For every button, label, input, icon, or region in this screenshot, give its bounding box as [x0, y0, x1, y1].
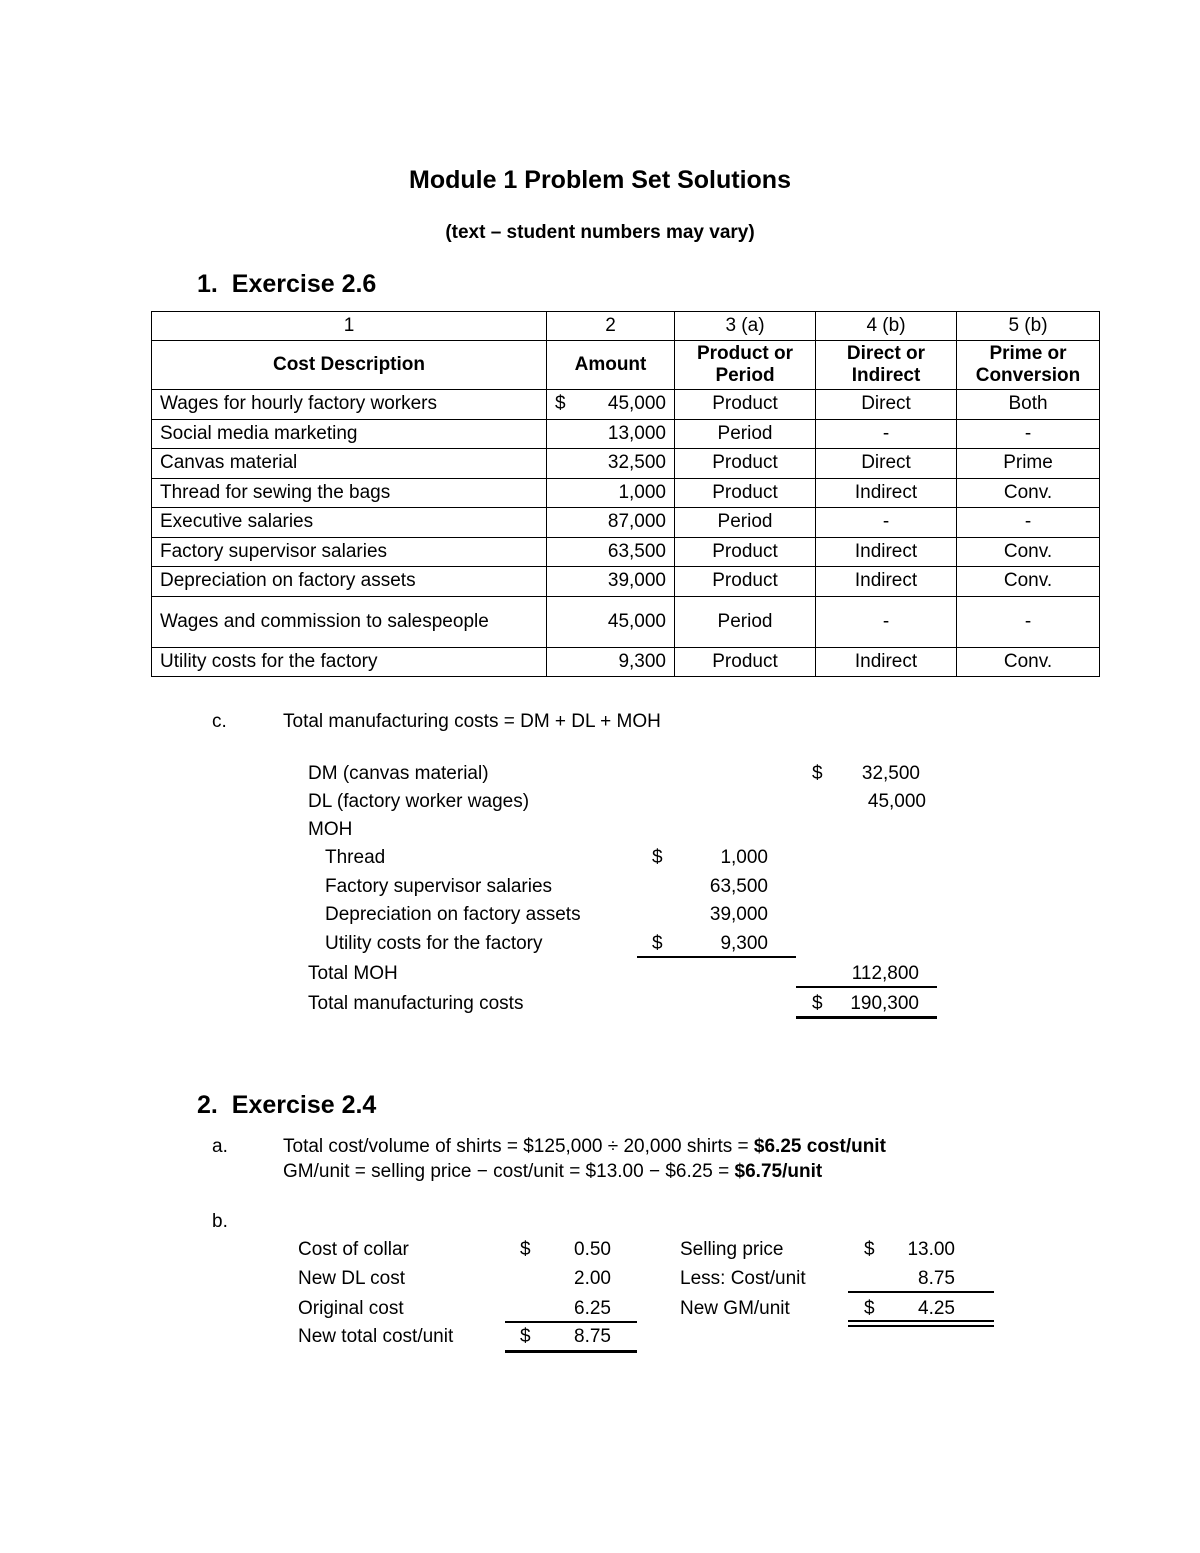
section-2-number: 2. — [197, 1091, 218, 1119]
prime-or-conversion-cell: Conv. — [957, 647, 1100, 677]
cost-description-cell — [152, 596, 547, 647]
column-number-row — [152, 312, 1100, 341]
amount-value: 1,000 — [618, 481, 666, 503]
cost-description-cell — [152, 537, 547, 567]
direct-or-indirect-cell: Indirect — [816, 567, 957, 597]
table-row — [152, 537, 1100, 567]
cost-description-cell — [152, 647, 547, 677]
cost-description: Canvas material — [160, 452, 298, 474]
left-item-currency: $ — [520, 1239, 531, 1260]
total-mfg-currency: $ — [812, 993, 823, 1014]
moh-item-value: 63,500 — [709, 876, 768, 897]
direct-or-indirect-cell: Indirect — [816, 478, 957, 508]
moh-item-label: Thread — [325, 847, 386, 868]
total-mfg-label: Total manufacturing costs — [308, 993, 524, 1014]
part-a-line-1-answer: $6.25 cost/unit — [753, 1136, 886, 1157]
left-item-label: Cost of collar — [298, 1239, 409, 1260]
amount-value: 32,500 — [607, 452, 666, 474]
part-b-label: b. — [212, 1211, 228, 1232]
direct-or-indirect-cell: Indirect — [816, 537, 957, 567]
column-header: Cost Description — [152, 341, 547, 390]
left-total-underline — [505, 1350, 637, 1353]
cost-description: Executive salaries — [160, 511, 314, 533]
table-row — [152, 390, 1100, 420]
left-item-label: Original cost — [298, 1298, 404, 1319]
column-number: 1 — [152, 312, 547, 341]
amount-cell — [547, 537, 675, 567]
prime-or-conversion-cell: Both — [957, 390, 1100, 420]
part-a-label: a. — [212, 1136, 228, 1157]
prime-or-conversion-cell: - — [957, 419, 1100, 449]
right-item-label: New GM/unit — [680, 1298, 790, 1319]
direct-or-indirect-cell: Direct — [816, 449, 957, 479]
part-a-line-2-answer: $6.75/unit — [734, 1161, 823, 1182]
page-title: Module 1 Problem Set Solutions — [409, 166, 791, 194]
dl-value: 45,000 — [867, 791, 926, 812]
right-item-currency: $ — [864, 1239, 875, 1260]
dm-value: 32,500 — [861, 763, 920, 784]
product-or-period-cell: Product — [675, 478, 816, 508]
amount-value: 45,000 — [607, 610, 666, 632]
cost-classification-table — [151, 311, 1100, 677]
amount-cell — [547, 596, 675, 647]
column-number: 3 (a) — [675, 312, 816, 341]
moh-label: MOH — [308, 819, 353, 840]
product-or-period-cell: Period — [675, 508, 816, 538]
subtotal-underline — [637, 956, 796, 958]
amount-value: 45,000 — [607, 393, 666, 415]
cost-description: Depreciation on factory assets — [160, 570, 416, 592]
table-row — [152, 419, 1100, 449]
direct-or-indirect-cell: Indirect — [816, 647, 957, 677]
part-c-formula: Total manufacturing costs = DM + DL + MOH — [283, 711, 661, 732]
left-item-label: New DL cost — [298, 1268, 405, 1289]
cost-description-cell — [152, 567, 547, 597]
part-a-line-2 — [283, 1161, 822, 1183]
product-or-period-cell: Product — [675, 537, 816, 567]
moh-item-value: 1,000 — [720, 847, 768, 868]
left-item-currency: $ — [520, 1326, 531, 1347]
table-row — [152, 567, 1100, 597]
amount-cell — [547, 567, 675, 597]
direct-or-indirect-cell: Direct — [816, 390, 957, 420]
right-item-currency: $ — [864, 1298, 875, 1319]
moh-item-value: 39,000 — [709, 904, 768, 925]
amount-value: 39,000 — [607, 570, 666, 592]
table-row — [152, 647, 1100, 677]
right-item-value: 8.75 — [918, 1268, 955, 1289]
column-number: 4 (b) — [816, 312, 957, 341]
amount-cell — [547, 390, 675, 420]
direct-or-indirect-cell: - — [816, 419, 957, 449]
right-total-underline-2 — [848, 1325, 994, 1327]
prime-or-conversion-cell: Conv. — [957, 537, 1100, 567]
cost-description: Wages for hourly factory workers — [160, 393, 437, 415]
prime-or-conversion-cell: - — [957, 508, 1100, 538]
cost-description: Social media marketing — [160, 422, 358, 444]
total-moh-underline — [796, 986, 937, 988]
column-number: 5 (b) — [957, 312, 1100, 341]
cost-description-cell — [152, 478, 547, 508]
product-or-period-cell: Product — [675, 390, 816, 420]
cost-description-cell — [152, 390, 547, 420]
header-row — [152, 341, 1100, 390]
section-1-number: 1. — [197, 270, 218, 298]
amount-value: 87,000 — [607, 511, 666, 533]
amount-currency: $ — [555, 393, 566, 415]
moh-item-currency: $ — [652, 847, 663, 868]
total-mfg-underline — [796, 1016, 937, 1019]
moh-item-value: 9,300 — [720, 933, 768, 954]
amount-cell — [547, 478, 675, 508]
dl-label: DL (factory worker wages) — [308, 791, 530, 812]
table-row — [152, 478, 1100, 508]
section-2-title: Exercise 2.4 — [231, 1091, 377, 1119]
right-subtotal-underline — [848, 1291, 994, 1293]
amount-cell — [547, 647, 675, 677]
amount-cell — [547, 449, 675, 479]
column-header: Direct or Indirect — [816, 341, 957, 390]
right-item-value: 4.25 — [918, 1298, 955, 1319]
part-a-line-1 — [283, 1136, 886, 1158]
product-or-period-cell: Period — [675, 419, 816, 449]
column-header: Amount — [547, 341, 675, 390]
left-item-value: 6.25 — [574, 1298, 611, 1319]
left-item-value: 0.50 — [574, 1239, 611, 1260]
section-1-heading — [197, 270, 376, 299]
cost-description-cell — [152, 449, 547, 479]
part-a-line-1-text: Total cost/volume of shirts = $125,000 ÷ 20,000 shirts = — [283, 1136, 754, 1157]
left-subtotal-underline — [505, 1321, 637, 1323]
cost-description: Wages and commission to salespeople — [160, 610, 489, 632]
part-a-line-2-text: GM/unit = selling price − cost/unit = $13.00 − $6.25 = — [283, 1161, 735, 1182]
cost-description: Thread for sewing the bags — [160, 481, 391, 503]
column-header: Prime or Conversion — [957, 341, 1100, 390]
moh-item-label: Utility costs for the factory — [325, 933, 543, 954]
amount-value: 13,000 — [607, 422, 666, 444]
prime-or-conversion-cell: Conv. — [957, 478, 1100, 508]
table-row — [152, 508, 1100, 538]
right-total-underline-1 — [848, 1320, 994, 1322]
table-row — [152, 596, 1100, 647]
column-header: Product or Period — [675, 341, 816, 390]
cost-description-cell — [152, 508, 547, 538]
product-or-period-cell: Period — [675, 596, 816, 647]
moh-item-currency: $ — [652, 933, 663, 954]
total-mfg-value: 190,300 — [850, 993, 919, 1014]
section-2-heading — [197, 1091, 376, 1120]
right-item-label: Less: Cost/unit — [680, 1268, 806, 1289]
cost-description: Utility costs for the factory — [160, 650, 378, 672]
product-or-period-cell: Product — [675, 647, 816, 677]
page-subtitle: (text – student numbers may vary) — [445, 222, 755, 243]
total-moh-value: 112,800 — [851, 963, 919, 984]
left-item-label: New total cost/unit — [298, 1326, 454, 1347]
dm-currency: $ — [812, 763, 823, 784]
section-1-title: Exercise 2.6 — [231, 270, 377, 298]
direct-or-indirect-cell: - — [816, 508, 957, 538]
table-row — [152, 449, 1100, 479]
dm-label: DM (canvas material) — [308, 763, 489, 784]
column-number: 2 — [547, 312, 675, 341]
amount-cell — [547, 508, 675, 538]
prime-or-conversion-cell: - — [957, 596, 1100, 647]
moh-item-label: Depreciation on factory assets — [325, 904, 581, 925]
right-item-label: Selling price — [680, 1239, 784, 1260]
prime-or-conversion-cell: Conv. — [957, 567, 1100, 597]
amount-cell — [547, 419, 675, 449]
total-moh-label: Total MOH — [308, 963, 398, 984]
left-item-value: 2.00 — [574, 1268, 611, 1289]
product-or-period-cell: Product — [675, 449, 816, 479]
prime-or-conversion-cell: Prime — [957, 449, 1100, 479]
direct-or-indirect-cell: - — [816, 596, 957, 647]
product-or-period-cell: Product — [675, 567, 816, 597]
left-item-value: 8.75 — [574, 1326, 611, 1347]
part-c-label: c. — [212, 711, 227, 732]
moh-item-label: Factory supervisor salaries — [325, 876, 553, 897]
amount-value: 9,300 — [618, 650, 666, 672]
cost-description-cell — [152, 419, 547, 449]
cost-description: Factory supervisor salaries — [160, 540, 388, 562]
right-item-value: 13.00 — [907, 1239, 955, 1260]
amount-value: 63,500 — [607, 540, 666, 562]
